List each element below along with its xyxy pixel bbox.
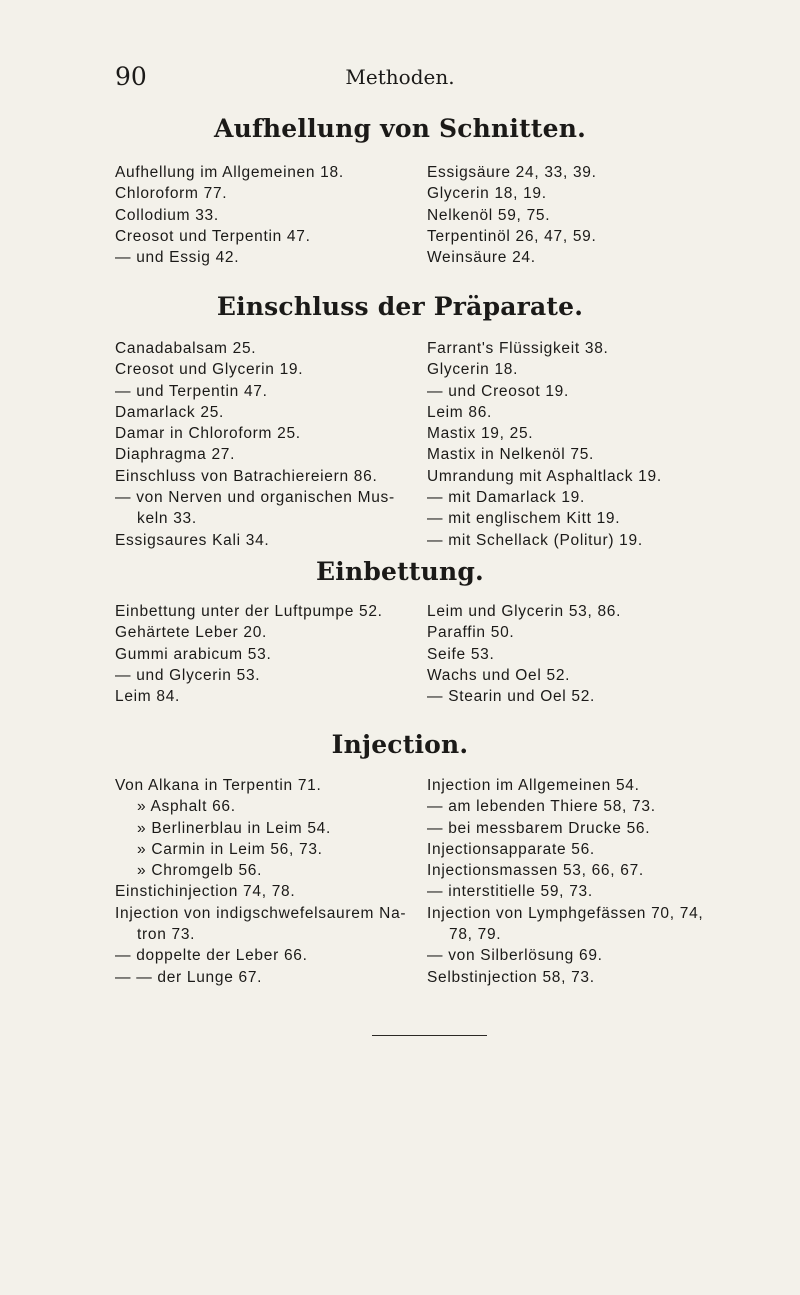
index-entry: — interstitielle 59, 73. bbox=[427, 883, 593, 901]
closing-rule bbox=[372, 1035, 487, 1036]
index-entry: Umrandung mit Asphaltlack 19. bbox=[427, 467, 662, 485]
index-column-left bbox=[115, 775, 406, 988]
index-column-left bbox=[115, 162, 344, 268]
index-entry: Terpentinöl 26, 47, 59. bbox=[427, 227, 597, 245]
index-entry: — — der Lunge 67. bbox=[115, 968, 263, 986]
index-entry: Injection von indigschwefelsaurem Na- bbox=[115, 904, 407, 922]
index-entry: » Chromgelb 56. bbox=[137, 862, 263, 880]
index-entry: Von Alkana in Terpentin 71. bbox=[115, 777, 322, 794]
index-entry-continuation: keln 33. bbox=[137, 510, 197, 528]
index-entry: — von Nerven und organischen Mus- bbox=[115, 489, 395, 507]
index-entry: Glycerin 18. bbox=[427, 361, 519, 379]
index-entry: — und Essig 42. bbox=[115, 249, 240, 267]
index-entry: — und Glycerin 53. bbox=[115, 666, 261, 684]
index-entry: — Stearin und Oel 52. bbox=[427, 688, 596, 706]
index-entry: Mastix 19, 25. bbox=[427, 425, 534, 443]
index-entry: Nelkenöl 59, 75. bbox=[427, 206, 551, 224]
index-entry: Injectionsmassen 53, 66, 67. bbox=[427, 862, 644, 880]
index-entry: Leim 86. bbox=[427, 403, 493, 421]
index-entry: Gummi arabicum 53. bbox=[115, 645, 272, 663]
index-entry: Paraffin 50. bbox=[427, 624, 515, 642]
index-entry: — am lebenden Thiere 58, 73. bbox=[427, 798, 656, 816]
index-entry: Injectionsapparate 56. bbox=[427, 840, 595, 858]
index-column-right bbox=[427, 601, 621, 707]
index-entry: Einstichinjection 74, 78. bbox=[115, 883, 296, 901]
index-entry: Aufhellung im Allgemeinen 18. bbox=[115, 164, 344, 181]
index-entry: Leim und Glycerin 53, 86. bbox=[427, 603, 622, 620]
index-entry: Creosot und Terpentin 47. bbox=[115, 227, 311, 245]
index-entry: Diaphragma 27. bbox=[115, 446, 236, 464]
index-entry-continuation: tron 73. bbox=[137, 926, 196, 944]
index-entry: Leim 84. bbox=[115, 688, 181, 706]
index-column-left bbox=[115, 338, 395, 551]
running-head: Methoden. bbox=[345, 65, 455, 89]
index-entry: Farrant's Flüssigkeit 38. bbox=[427, 340, 609, 357]
index-column-right bbox=[427, 338, 662, 551]
index-entry: — und Terpentin 47. bbox=[115, 382, 268, 400]
index-entry: — bei messbarem Drucke 56. bbox=[427, 819, 651, 837]
index-column-right bbox=[427, 162, 597, 268]
index-entry: — mit Schellack (Politur) 19. bbox=[427, 531, 643, 549]
index-entry: Creosot und Glycerin 19. bbox=[115, 361, 304, 379]
index-entry: » Berlinerblau in Leim 54. bbox=[137, 819, 331, 837]
section-heading-einschluss: Einschluss der Präparate. bbox=[216, 292, 584, 321]
index-entry: Weinsäure 24. bbox=[427, 249, 536, 267]
index-entry: Injection von Lymphgefässen 70, 74, bbox=[427, 904, 704, 922]
index-entry: Glycerin 18, 19. bbox=[427, 185, 547, 203]
index-entry: — mit englischem Kitt 19. bbox=[427, 510, 621, 528]
index-column-left bbox=[115, 601, 383, 707]
index-entry: Canadabalsam 25. bbox=[115, 340, 257, 357]
section-heading-aufhellung: Aufhellung von Schnitten. bbox=[213, 114, 587, 143]
index-entry: Selbstinjection 58, 73. bbox=[427, 968, 595, 986]
index-entry: » Asphalt 66. bbox=[137, 798, 236, 816]
index-entry: Collodium 33. bbox=[115, 206, 219, 224]
index-entry: — und Creosot 19. bbox=[427, 382, 570, 400]
page-header bbox=[0, 62, 800, 92]
index-column-right bbox=[427, 775, 703, 988]
section-heading-injection: Injection. bbox=[331, 730, 469, 759]
index-entry: Seife 53. bbox=[427, 645, 495, 663]
index-entry: Einbettung unter der Luftpumpe 52. bbox=[115, 603, 383, 620]
index-entry: — von Silberlösung 69. bbox=[427, 947, 603, 965]
page-number: 90 bbox=[115, 62, 147, 91]
index-entry: Gehärtete Leber 20. bbox=[115, 624, 268, 642]
index-entry: » Carmin in Leim 56, 73. bbox=[137, 840, 323, 858]
index-entry: — mit Damarlack 19. bbox=[427, 489, 585, 507]
index-entry: Mastix in Nelkenöl 75. bbox=[427, 446, 595, 464]
section-heading-einbettung: Einbettung. bbox=[316, 557, 484, 586]
index-entry: Wachs und Oel 52. bbox=[427, 666, 571, 684]
index-entry: Essigsaures Kali 34. bbox=[115, 531, 270, 549]
index-entry: Damar in Chloroform 25. bbox=[115, 425, 301, 443]
index-entry: Einschluss von Batrachiereiern 86. bbox=[115, 467, 378, 485]
index-entry: Damarlack 25. bbox=[115, 403, 225, 421]
index-entry: — doppelte der Leber 66. bbox=[115, 947, 308, 965]
index-entry: Injection im Allgemeinen 54. bbox=[427, 777, 640, 794]
index-entry: Essigsäure 24, 33, 39. bbox=[427, 164, 597, 181]
index-entry-continuation: 78, 79. bbox=[449, 926, 502, 944]
index-entry: Chloroform 77. bbox=[115, 185, 228, 203]
